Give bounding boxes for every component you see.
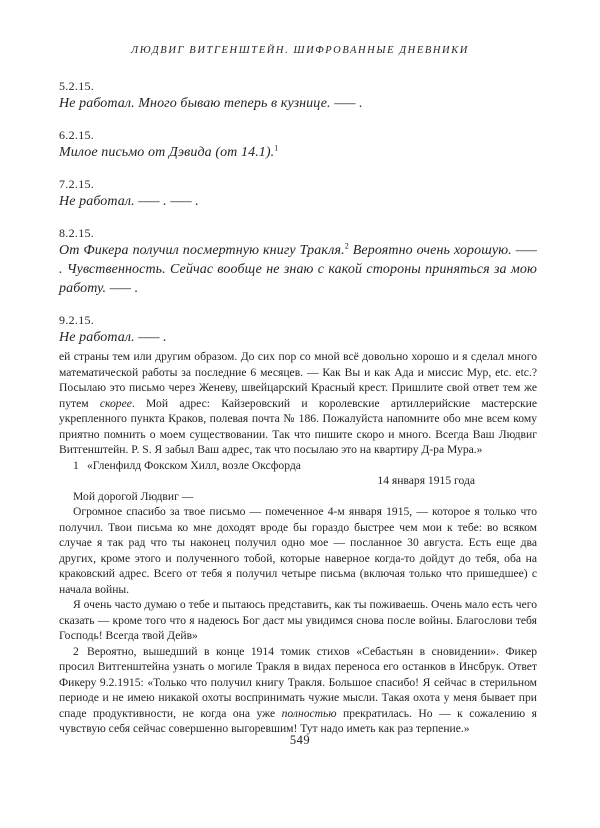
footnote-2 (59, 644, 537, 737)
note-emphasis: полностью (281, 706, 337, 720)
entry-text-body: Вероятно очень хорошую. ––– . Чувственность. Сейчас вообще не знаю с какой стороны приняться за мою работу. ––– . (59, 243, 538, 296)
diary-entry (59, 176, 537, 211)
footnote-continuation (59, 349, 537, 458)
diary-entry (59, 78, 537, 113)
footnote-1-salutation: Мой дорогой Людвиг — (73, 489, 194, 503)
note-text: ей страны тем или другим образом. До сих пор со мной всё довольно хорошо и я сделал много математической работы за последние 6 месяцев. — Как Вы и как Ада и миссис Мур, etc. etc.? Посылаю это письмо через Женеву, швейцарский Красный крест. Пришлите свой ответ тем же путем (59, 350, 537, 410)
diary-entry (59, 312, 537, 347)
page-number: 549 (289, 733, 311, 747)
running-head: ЛЮДВИГ ВИТГЕНШТЕЙН. ШИФРОВАННЫЕ ДНЕВНИКИ (131, 45, 469, 56)
footnote-ref: 2 (344, 241, 349, 251)
note-text: Вероятно, вышедший в конце 1914 томик стихов «Себастьян в сновидении». Фикер просил Витгенштейна узнать о могиле Тракля в видах переноса его останков в Инсбрук. Ответ Фикеру 9.2.1915: «Только что получил книгу Тракля. Большое спасибо! Я сейчас в стерильном периоде и не имею никакой охоты воспринимать чужие мысли. Такая охота у меня бывает при спаде продуктивности, не когда она уже (59, 644, 537, 720)
entry-date: 5.2.15. (59, 79, 95, 93)
note-emphasis: скорее (99, 396, 132, 410)
entry-date: 6.2.15. (59, 128, 95, 142)
footnote-1-place (59, 458, 537, 474)
footnote-number: 2 (73, 644, 79, 658)
entry-text-body: От Фикера получил посмертную книгу Тракля. (59, 243, 345, 258)
entry-text: Не работал. Много бываю теперь в кузнице. ––– . (59, 96, 363, 111)
note-text: . Мой адрес: Кайзеровский и королевские артиллерийские мастерские укрепленного пункта Краков, полевая почта № 186. Пожалуйста напомните обо мне всем кому приятно помнить о моем существовании. Так что пишите скоро и много. Всегда Ваш Людвиг Витгенштейн. P. S. Я забыл Ваш адрес, так что посылаю это на квартиру Д-ра Мура.» (59, 396, 538, 456)
diary-entry (59, 127, 537, 162)
entry-text: Не работал. ––– . ––– . (59, 194, 199, 209)
note-text: прекратилась. Но — к сожалению я чувствую себя сейчас совершенно выгоревшим! Тут надо иметь как раз терпение.» (59, 706, 537, 735)
footnote-1-paragraph: Огромное спасибо за твое письмо — помеченное 4-м января 1915, — которое я только что получил. Твои письма ко мне доходят вроде бы гораздо быстрее чем мои к тебе: во всяком случае я так рад что ты наконец получил одно мое — посланное 30 августа. Есть еще два других, кроме этого и полученного тобой, которые наверное когда-то дойдут до тебя, оба на краковский адрес. Всего от тебя я получил четыре письма (включая только что пришедшее) с начала войны. (59, 505, 537, 596)
entry-date: 8.2.15. (59, 226, 95, 240)
entry-date: 9.2.15. (59, 313, 95, 327)
diary-entry (59, 225, 537, 298)
note-text: «Гленфилд Фокском Хилл, возле Оксфорда (87, 458, 301, 472)
footnote-1-paragraph: Я очень часто думаю о тебе и пытаюсь представить, как ты поживаешь. Очень мало есть чего сказать — кроме того что я надеюсь Бог даст мы увидимся снова после войны. Благослови тебя Господь! Всегда твой Дейв» (59, 598, 537, 642)
diary-entries (59, 78, 537, 361)
entry-text-body: Милое письмо от Дэвида (от 14.1). (59, 145, 275, 160)
entry-date: 7.2.15. (59, 177, 95, 191)
entry-text (59, 241, 537, 298)
footnotes (59, 349, 537, 737)
entry-text (59, 143, 537, 162)
footnote-1-date: 14 января 1915 года (377, 474, 475, 487)
entry-text: Не работал. ––– . (59, 330, 167, 345)
footnote-number: 1 (73, 458, 79, 472)
footnote-ref: 1 (274, 143, 279, 153)
